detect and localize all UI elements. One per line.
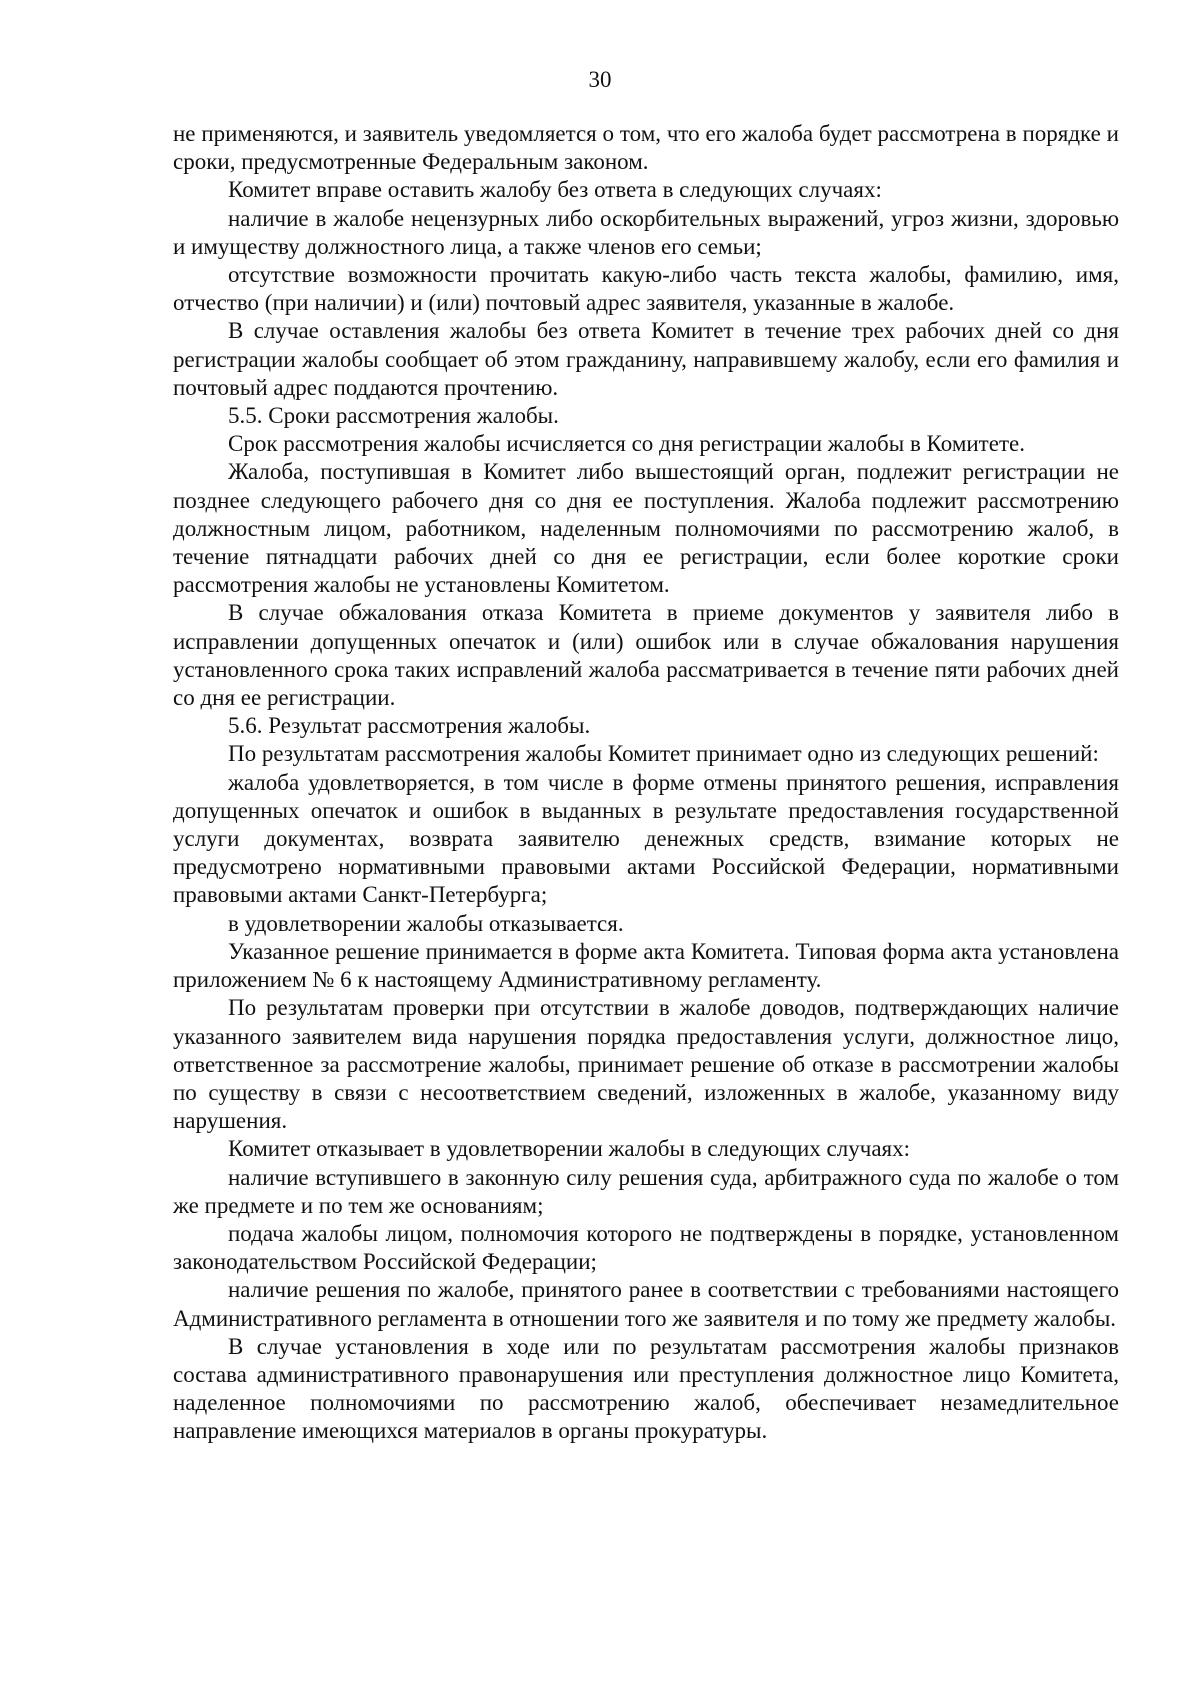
paragraph-prosecution-referral: В случае установления в ходе или по результатам рассмотрения жалобы признаков состава административного правонарушения или преступления должностное лицо Комитета, наделенное полномочиями по рассмотрению жалоб, обеспечивает незамедлительное направление имеющихся материалов в органы прокуратуры. <box>173 1333 1119 1444</box>
page-number: 30 <box>588 67 612 92</box>
paragraph-review-term-start: Срок рассмотрения жалобы исчисляется со дня регистрации жалобы в Комитете. <box>228 431 1025 457</box>
section-heading-5-6: 5.6. Результат рассмотрения жалобы. <box>228 713 591 739</box>
paragraph-obscene-language-case: наличие в жалобе нецензурных либо оскорбительных выражений, угроз жизни, здоровью и имуществу должностного лица, а также членов его семьи; <box>173 205 1119 259</box>
paragraph-unauthorized-person-case: подача жалобы лицом, полномочия которого не подтверждены в порядке, установленном законодательством Российской Федерации; <box>173 1220 1119 1275</box>
paragraph-complaint-satisfied: жалоба удовлетворяется, в том числе в форме отмены принятого решения, исправления допущенных опечаток и ошибок в выданных в результате предоставления государственной услуги документах, возврата заявителю денежных средств, взимание которых не предусмотрено нормативными правовыми актами Российской Федерации, нормативными правовыми актами Санкт-Петербурга; <box>173 769 1119 908</box>
paragraph-complaint-rejected: в удовлетворении жалобы отказывается. <box>228 910 624 936</box>
paragraph-no-answer-cases-intro: Комитет вправе оставить жалобу без ответа в следующих случаях: <box>228 177 882 203</box>
paragraph-continuation: не применяются, и заявитель уведомляется о том, что его жалоба будет рассмотрена в порядке и сроки, предусмотренные Федеральным законом. <box>173 121 1119 175</box>
paragraph-refusal-appeal-term: В случае обжалования отказа Комитета в приеме документов у заявителя либо в исправлении допущенных опечаток и (или) ошибок или в случае обжалования нарушения установленного срока таких исправлений жалоба рассматривается в течение пяти рабочих дней со дня ее регистрации. <box>173 600 1119 711</box>
section-heading-5-5: 5.5. Сроки рассмотрения жалобы. <box>228 403 559 429</box>
paragraph-decision-form: Указанное решение принимается в форме акта Комитета. Типовая форма акта установлена приложением № 6 к настоящему Административному регламенту. <box>173 938 1119 993</box>
paragraph-unreadable-text-case: отсутствие возможности прочитать какую-либо часть текста жалобы, фамилию, имя, отчество (при наличии) и (или) почтовый адрес заявителя, указанные в жалобе. <box>173 262 1119 316</box>
paragraph-no-answer-notification: В случае оставления жалобы без ответа Комитет в течение трех рабочих дней со дня регистрации жалобы сообщает об этом гражданину, направившему жалобу, если его фамилия и почтовый адрес поддаются прочтению. <box>173 318 1119 400</box>
paragraph-prior-decision-case: наличие решения по жалобе, принятого ранее в соответствии с требованиями настоящего Административного регламента в отношении того же заявителя и по тому же предмету жалобы. <box>173 1277 1119 1331</box>
paragraph-registration-and-term: Жалоба, поступившая в Комитет либо вышестоящий орган, подлежит регистрации не позднее следующего рабочего дня со дня ее поступления. Жалоба подлежит рассмотрению должностным лицом, работником, наделенным полномочиями по рассмотрению жалоб, в течение пятнадцати рабочих дней со дня ее регистрации, если более короткие сроки рассмотрения жалобы не установлены Комитетом. <box>173 459 1119 598</box>
paragraph-refusal-on-merits: По результатам проверки при отсутствии в жалобе доводов, подтверждающих наличие указанного заявителем вида нарушения порядка предоставления услуги, должностное лицо, ответственное за рассмотрение жалобы, принимает решение об отказе в рассмотрении жалобы по существу в связи с несоответствием сведений, изложенных в жалобе, указанному виду нарушения. <box>173 995 1119 1134</box>
document-body <box>173 120 1119 1446</box>
paragraph-refusal-cases-intro: Комитет отказывает в удовлетворении жалобы в следующих случаях: <box>228 1136 910 1162</box>
paragraph-court-decision-case: наличие вступившего в законную силу решения суда, арбитражного суда по жалобе о том же предмете и по тем же основаниям; <box>173 1164 1119 1218</box>
paragraph-decisions-intro: По результатам рассмотрения жалобы Комитет принимает одно из следующих решений: <box>228 741 1099 767</box>
